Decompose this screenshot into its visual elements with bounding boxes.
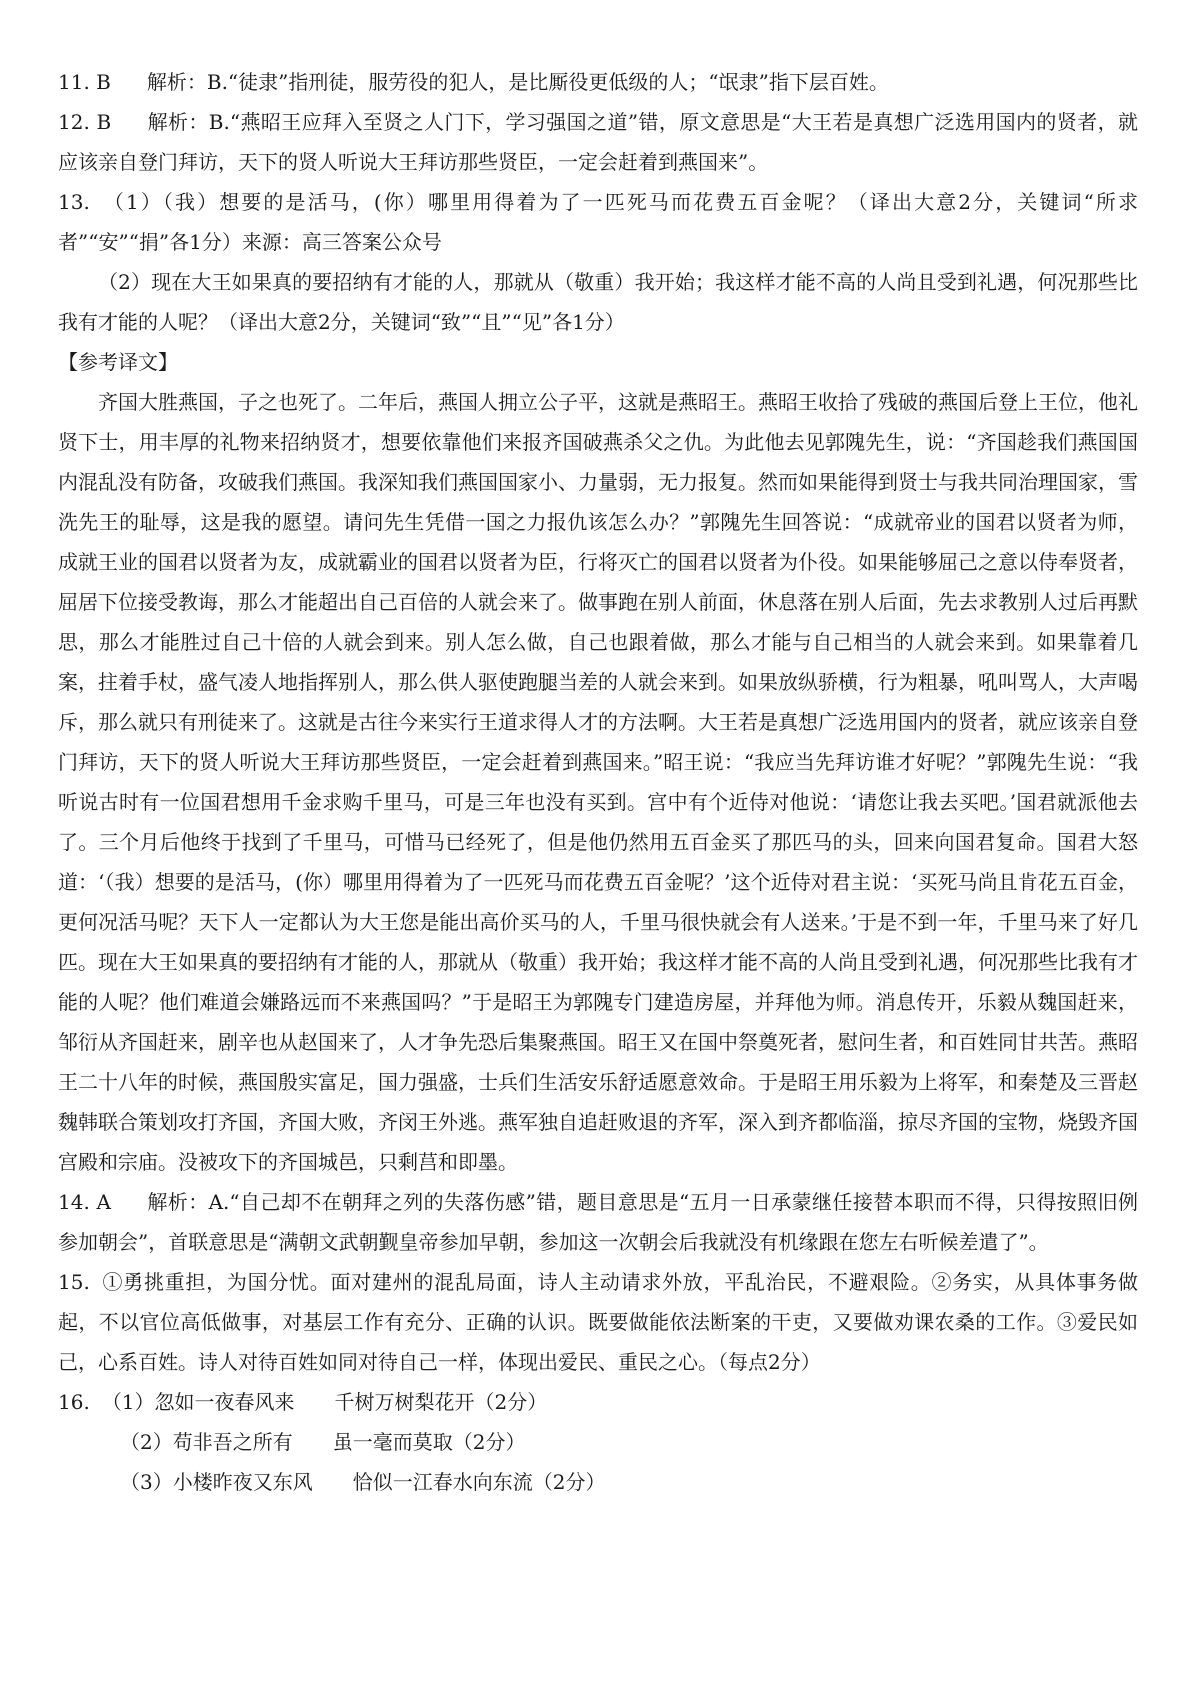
- answer-12: [58, 102, 1138, 182]
- answer-14: [58, 1182, 1138, 1262]
- translation-body: 齐国大胜燕国，子之也死了。二年后，燕国人拥立公子平，这就是燕昭王。燕昭王收拾了残破的燕国后登上王位，他礼贤下士，用丰厚的礼物来招纳贤才，想要依靠他们来报齐国破燕杀父之仇。为此他去见郭隗先生，说：“齐国趁我们燕国国内混乱没有防备，攻破我们燕国。我深知我们燕国国家小、力量弱，无力报复。然而如果能得到贤士与我共同治理国家，雪洗先王的耻辱，这是我的愿望。请问先生凭借一国之力报仇该怎么办？”郭隗先生回答说：“成就帝业的国君以贤者为师，成就王业的国君以贤者为友，成就霸业的国君以贤者为臣，行将灭亡的国君以贤者为仆役。如果能够屈己之意以侍奉贤者，屈居下位接受教诲，那么才能超出自己百倍的人就会来了。做事跑在别人前面，休息落在别人后面，先去求教别人过后再默思，那么才能胜过自己十倍的人就会到来。别人怎么做，自己也跟着做，那么才能与自己相当的人就会来到。如果靠着几案，拄着手杖，盛气凌人地指挥别人，那么供人驱使跑腿当差的人就会来到。如果放纵骄横，行为粗暴，吼叫骂人，大声喝斥，那么就只有刑徒来了。这就是古往今来实行王道求得人才的方法啊。大王若是真想广泛选用国内的贤者，就应该亲自登门拜访，天下的贤人听说大王拜访那些贤臣，一定会赶着到燕国来。”昭王说：“我应当先拜访谁才好呢？”郭隗先生说：“我听说古时有一位国君想用千金求购千里马，可是三年也没有买到。宫中有个近侍对他说：‘请您让我去买吧。’国君就派他去了。三个月后他终于找到了千里马，可惜马已经死了，但是他仍然用五百金买了那匹马的头，回来向国君复命。国君大怒道：‘（我）想要的是活马，(你）哪里用得着为了一匹死马而花费五百金呢？’这个近侍对君主说：‘买死马尚且肯花五百金，更何况活马呢？天下人一定都认为大王您是能出高价买马的人，千里马很快就会有人送来。’于是不到一年，千里马来了好几匹。现在大王如果真的要招纳有才能的人，那就从（敬重）我开始；我这样才能不高的人尚且受到礼遇，何况那些比我有才能的人呢？他们难道会嫌路远而不来燕国吗？”于是昭王为郭隗专门建造房屋，并拜他为师。消息传开，乐毅从魏国赶来，邹衍从齐国赶来，剧辛也从赵国来了，人才争先恐后集聚燕国。昭王又在国中祭奠死者，慰问生者，和百姓同甘共苦。燕昭王二十八年的时候，燕国殷实富足，国力强盛，士兵们生活安乐舒适愿意效命。于是昭王用乐毅为上将军，和秦楚及三晋赵魏韩联合策划攻打齐国，齐国大败，齐闵王外逃。燕军独自追赶败退的齐军，深入到齐都临淄，掠尽齐国的宝物，烧毁齐国宫殿和宗庙。没被攻下的齐国城邑，只剩莒和即墨。: [58, 390, 1138, 1174]
- answer-15-text: ①勇挑重担，为国分忧。面对建州的混乱局面，诗人主动请求外放，平乱治民，不避艰险。②务实，从具体事务做起，不以官位高低做事，对基层工作有充分、正确的认识。既要做能依法断案的干吏，又要做劝课农桑的工作。③爱民如己，心系百姓。诗人对待百姓如同对待自己一样，体现出爱民、重民之心。（每点2分）: [58, 1270, 1138, 1374]
- answer-16-2-second: 虽一毫而莫取（2分）: [332, 1430, 526, 1454]
- answer-11: [58, 62, 1138, 102]
- answer-16-number: 16.: [58, 1390, 90, 1414]
- answer-15: [58, 1262, 1138, 1382]
- answer-16-1-second: 千树万树梨花开（2分）: [334, 1390, 548, 1414]
- answer-14-number: 14. A: [58, 1190, 112, 1214]
- answer-document: [58, 62, 1138, 1502]
- answer-13-part-1-text: （1）（我）想要的是活马，(你）哪里用得着为了一匹死马而花费五百金呢？（译出大意2分，关键词“所求者”“安”“捐”各1分）来源：高三答案公众号: [58, 190, 1138, 254]
- answer-13-number: 13.: [58, 190, 90, 214]
- answer-12-number: 12. B: [58, 110, 112, 134]
- answer-13-part-2: （2）现在大王如果真的要招纳有才能的人，那就从（敬重）我开始；我这样才能不高的人尚且受到礼遇，何况那些比我有才能的人呢？（译出大意2分，关键词“致”“且”“见”各1分）: [58, 270, 1138, 334]
- answer-11-number: 11. B: [58, 70, 111, 94]
- answer-16-3-first: （3）小楼昨夜又东风: [120, 1470, 313, 1494]
- answer-16-3-second: 恰似一江春水向东流（2分）: [352, 1470, 606, 1494]
- answer-16-line-3: [58, 1462, 1138, 1502]
- answer-16-1-first: （1）忽如一夜春风来: [101, 1390, 295, 1414]
- answer-14-text: 解析：A.“自己却不在朝拜之列的失落伤感”错，题目意思是“五月一日承蒙继任接替本职而不得，只得按照旧例参加朝会”，首联意思是“满朝文武朝觐皇帝参加早朝，参加这一次朝会后我就没有机缘跟在您左右听候差遣了”。: [58, 1190, 1138, 1254]
- answer-16-line-2: [58, 1422, 1138, 1462]
- answer-16-line-1: [58, 1382, 1138, 1422]
- translation-heading: 【参考译文】: [58, 350, 178, 374]
- answer-15-number: 15.: [58, 1270, 90, 1294]
- answer-16-2-first: （2）苟非吾之所有: [120, 1430, 293, 1454]
- answer-13-part-1: [58, 182, 1138, 262]
- answer-11-text: 解析：B.“徒隶”指刑徒，服劳役的犯人，是比厮役更低级的人；“氓隶”指下层百姓。: [146, 70, 889, 94]
- answer-12-text: 解析：B.“燕昭王应拜入至贤之人门下，学习强国之道”错，原文意思是“大王若是真想广泛选用国内的贤者，就应该亲自登门拜访，天下的贤人听说大王拜访那些贤臣，一定会赶着到燕国来”。: [58, 110, 1138, 174]
